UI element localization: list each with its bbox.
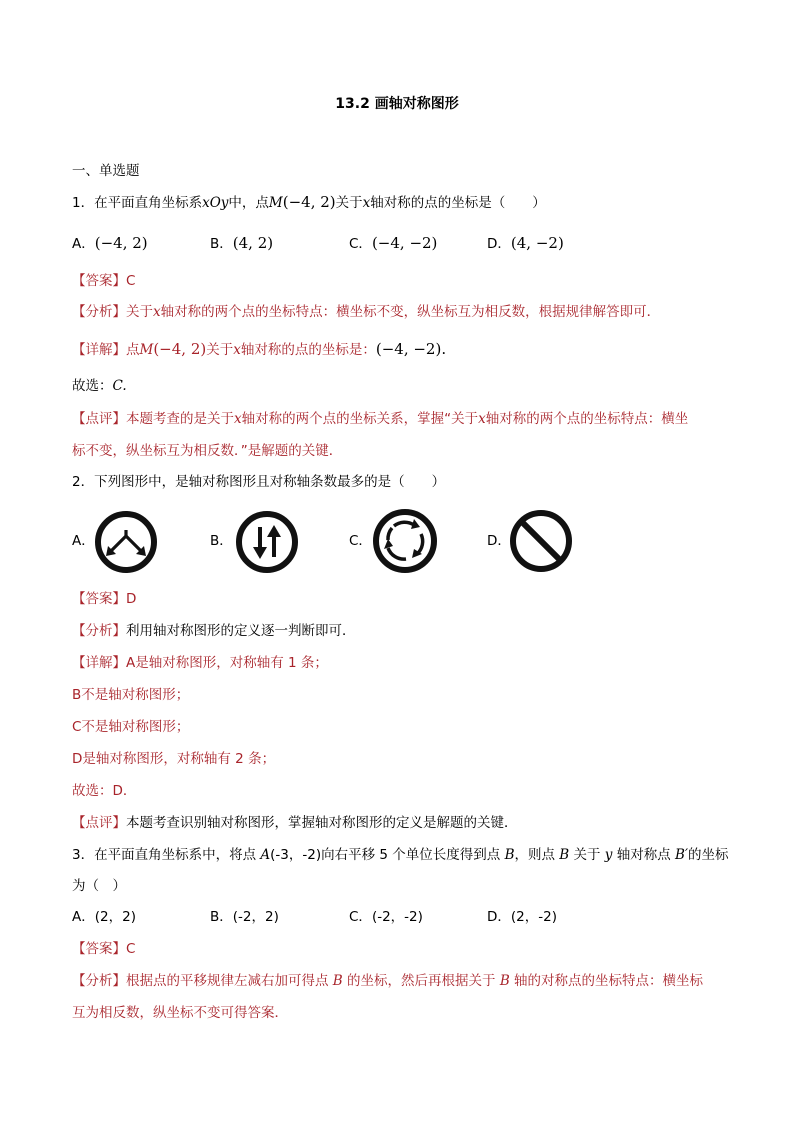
option-value: (-2，-2)	[371, 909, 423, 925]
q2-option-b-label: B．	[210, 533, 233, 549]
q1-stem-math: (−4, 2)	[282, 193, 336, 211]
page-title: 13.2 画轴对称图形	[335, 96, 459, 112]
q2-option-b-sign	[235, 510, 299, 574]
q1-option-d	[487, 234, 564, 253]
q2-option-d-sign	[508, 508, 574, 574]
q1-detail	[72, 340, 446, 359]
q1-option-b	[210, 234, 273, 253]
no-entry-slash-sign-icon	[508, 508, 574, 574]
q3-answer	[72, 940, 135, 958]
option-value: (−4, 2)	[94, 234, 148, 252]
q3-stem-math: B′	[675, 847, 689, 863]
q3-stem-text: 关于	[569, 847, 605, 863]
q3-stem-math: B	[559, 847, 570, 863]
q2-detail-line: B不是轴对称图形；	[72, 687, 190, 703]
q3-option-b	[210, 908, 279, 926]
q1-option-c	[349, 234, 437, 253]
detail-math: x	[233, 342, 241, 358]
comment-text: 轴对称的两个点的坐标关系，掌握“关于	[241, 411, 479, 427]
option-value: (−4, −2)	[371, 234, 438, 252]
analysis-text: 轴对称的两个点的坐标特点：横坐标不变，纵坐标互为相反数，根据规律解答即可．	[160, 304, 661, 320]
q1-answer	[72, 272, 135, 290]
q2-option-a-label: A．	[72, 533, 95, 549]
analysis-math: x	[153, 304, 161, 320]
section-heading: 一、单选题	[72, 163, 140, 179]
q3-stem-math: y	[604, 847, 613, 863]
q1-stem-text: 1．在平面直角坐标系	[72, 195, 203, 211]
comment-math: x	[478, 411, 486, 427]
option-label: A．	[72, 909, 95, 925]
comment-tag: 【点评】	[72, 411, 126, 427]
q3-stem	[72, 846, 729, 864]
q2-detail-line: C不是轴对称图形；	[72, 719, 190, 735]
detail-math: M	[139, 342, 154, 358]
q3-option-d	[487, 908, 557, 926]
q1-stem-math: xOy	[202, 195, 229, 211]
option-value: (4, 2)	[232, 234, 274, 252]
option-value: (2，2)	[94, 909, 136, 925]
q1-stem-math: M	[268, 195, 283, 211]
q1-choice	[72, 377, 127, 395]
q1-comment-cont: 标不变，纵坐标互为相反数．”是解题的关键．	[72, 443, 343, 459]
q2-stem: 2．下列图形中，是轴对称图形且对称轴条数最多的是（ ）	[72, 474, 446, 490]
analysis-math: B	[332, 973, 343, 989]
q2-option-c-label: C．	[349, 533, 372, 549]
q2-option-d-label: D．	[487, 533, 511, 549]
analysis-text: 轴的对称点的坐标特点：横坐标	[509, 973, 704, 989]
detail-text: 点	[126, 342, 140, 358]
q3-option-c	[349, 908, 423, 926]
option-label: B．	[210, 236, 233, 252]
analysis-text: 根据点的平移规律左减右加可得点	[126, 973, 333, 989]
detail-text: 轴对称的点的坐标是：	[240, 342, 376, 358]
q2-answer	[72, 590, 136, 608]
answer-value: C	[126, 273, 136, 289]
q1-stem-text: 关于	[335, 195, 363, 211]
q2-comment	[72, 814, 518, 832]
answer-value: D	[126, 591, 137, 607]
q1-stem-text: 中，点	[228, 195, 269, 211]
detail-text: 关于	[206, 342, 234, 358]
comment-text: 本题考查的是关于	[126, 411, 234, 427]
q1-stem-math: x	[362, 195, 371, 211]
analysis-tag: 【分析】	[72, 973, 126, 989]
q2-option-c-sign	[372, 508, 438, 574]
q1-stem-text: 轴对称的点的坐标是（ ）	[370, 195, 546, 211]
q3-stem-text: ，则点	[514, 847, 560, 863]
q1-stem	[72, 193, 546, 212]
q3-analysis	[72, 972, 703, 990]
option-value: (4, −2)	[510, 234, 564, 252]
q2-choice: 故选：D．	[72, 783, 137, 799]
q1-option-a	[72, 234, 148, 253]
q3-analysis-cont: 互为相反数，纵坐标不变可得答案．	[72, 1005, 288, 1021]
q3-stem-text: 的坐标	[688, 847, 729, 863]
diagonal-arrows-sign-icon	[94, 510, 158, 574]
comment-text: 轴对称的两个点的坐标特点：横坐	[485, 411, 689, 427]
choice-math: C.	[112, 378, 127, 394]
comment-math: x	[234, 411, 242, 427]
q3-stem-text: 3．在平面直角坐标系中，将点	[72, 847, 261, 863]
q3-option-a	[72, 908, 136, 926]
q3-stem-math: B	[504, 847, 515, 863]
analysis-math: B	[499, 973, 510, 989]
q2-detail	[72, 654, 328, 672]
analysis-text: 关于	[126, 304, 153, 320]
detail-tag: 【详解】	[72, 655, 126, 671]
answer-value: C	[126, 941, 136, 957]
detail-line: A是轴对称图形，对称轴有 1 条；	[126, 655, 328, 671]
option-value: (2，-2)	[510, 909, 557, 925]
detail-math: (−4, 2)	[153, 340, 207, 358]
comment-text: 本题考查识别轴对称图形，掌握轴对称图形的定义是解题的关键．	[126, 815, 518, 831]
q3-stem-math: A	[260, 847, 271, 863]
q3-stem-text: (-3，-2)向右平移 5 个单位长度得到点	[270, 847, 505, 863]
q1-analysis	[72, 303, 660, 321]
analysis-text: 的坐标，然后再根据关于	[342, 973, 500, 989]
answer-tag: 【答案】	[72, 591, 126, 607]
q2-detail-line: D是轴对称图形，对称轴有 2 条；	[72, 751, 276, 767]
comment-tag: 【点评】	[72, 815, 126, 831]
q3-stem-text: 轴对称点	[612, 847, 676, 863]
option-label: C．	[349, 909, 372, 925]
option-label: D．	[487, 236, 511, 252]
analysis-tag: 【分析】	[72, 304, 126, 320]
option-label: A．	[72, 236, 95, 252]
detail-tag: 【详解】	[72, 342, 126, 358]
analysis-tag: 【分析】	[72, 623, 126, 639]
option-label: D．	[487, 909, 511, 925]
q1-comment	[72, 410, 688, 428]
q2-analysis	[72, 622, 356, 640]
analysis-text: 利用轴对称图形的定义逐一判断即可．	[126, 623, 356, 639]
detail-math: (−4, −2).	[375, 340, 447, 358]
choice-text: 故选：	[72, 378, 113, 394]
answer-tag: 【答案】	[72, 273, 126, 289]
roundabout-sign-icon	[372, 508, 438, 574]
up-down-arrows-sign-icon	[235, 510, 299, 574]
option-value: (-2，2)	[232, 909, 279, 925]
q3-stem-cont: 为（ ）	[72, 878, 126, 894]
option-label: B．	[210, 909, 233, 925]
option-label: C．	[349, 236, 372, 252]
q2-option-a-sign	[94, 510, 158, 574]
answer-tag: 【答案】	[72, 941, 126, 957]
